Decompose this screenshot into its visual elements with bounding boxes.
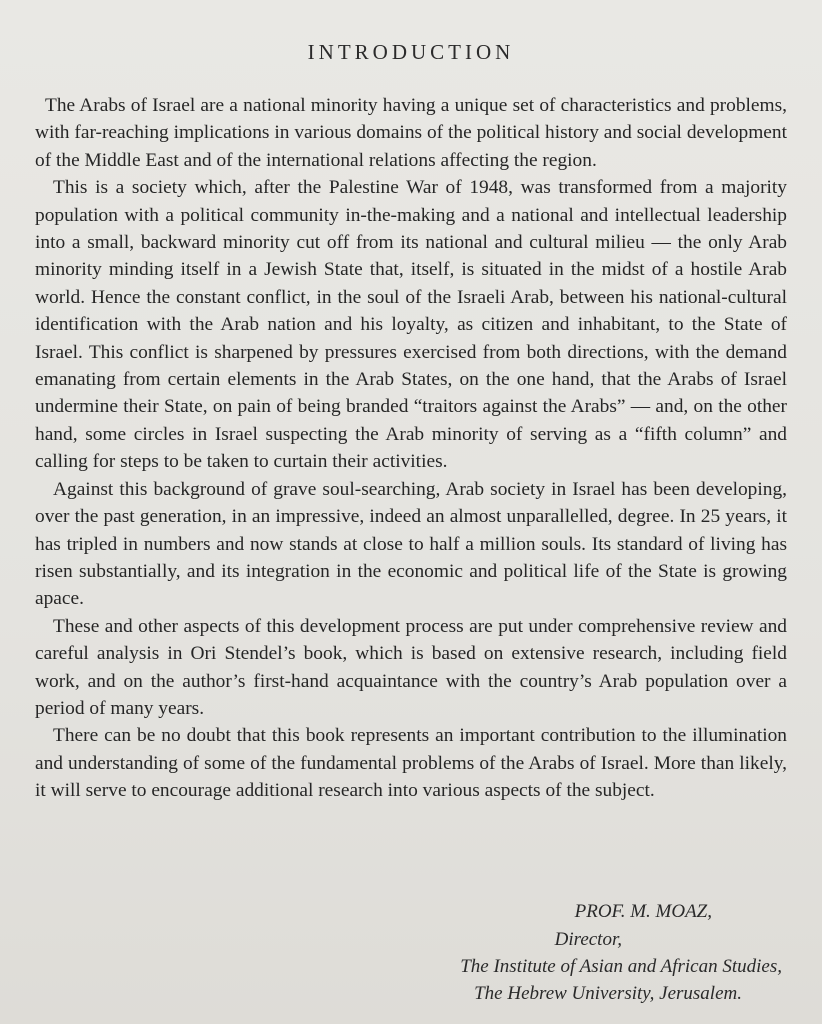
paragraph-1: The Arabs of Israel are a national minority having a unique set of characteristics and problems, with far-reaching implications in various domains of the political history and social development of the Middle East and of the international relations affecting the region. (35, 95, 787, 171)
signature-university: The Hebrew University, Jerusalem. (474, 983, 742, 1004)
paragraph-3: Against this background of grave soul-searching, Arab society in Israel has been developing, over the past generation, in an impressive, indeed an almost unparallelled, degree. In 25 years, it has tripled in numbers and now stands at close to half a million souls. Its standard of living has risen substantially, and its integration in the economic and political life of the State is growing apace. (35, 478, 787, 610)
paragraph-2: This is a society which, after the Palestine War of 1948, was transformed from a majority population with a political community in-the-making and a national and intellectual leadership into a small, backward minority cut off from its national and cultural milieu — the only Arab minority minding itself in a Jewish State that, itself, is situated in the midst of a hostile Arab world. Hence the constant conflict, in the soul of the Israeli Arab, between his national-cultural identification with the Arab nation and his loyalty, as citizen and inhabitant, to the State of Israel. This conflict is sharpened by pressures exercised from both directions, with the demand emanating from certain elements in the Arab States, on the one hand, that the Arabs of Israel undermine their State, on pain of being branded “traitors against the Arabs” — and, on the other hand, some circles in Israel suspecting the Arab minority of serving as a “fifth column” and calling for steps to be taken to curtain their activities. (35, 177, 787, 473)
signature-name: PROF. M. MOAZ, (574, 901, 712, 922)
introduction-body (35, 92, 787, 805)
signature-institute: The Institute of Asian and African Studies, (460, 956, 782, 977)
paragraph-4: These and other aspects of this development process are put under comprehensive review and careful analysis in Ori Stendel’s book, which is based on extensive research, including field work, and on the author’s first-hand acquaintance with the country’s Arab population over a period of many years. (35, 615, 787, 719)
page-heading: INTRODUCTION (307, 40, 515, 64)
signature-title: Director, (554, 929, 622, 950)
paragraph-5: There can be no doubt that this book represents an important contribution to the illumination and understanding of some of the fundamental problems of the Arabs of Israel. More than likely, it will serve to encourage additional research into various aspects of the subject. (35, 725, 787, 802)
